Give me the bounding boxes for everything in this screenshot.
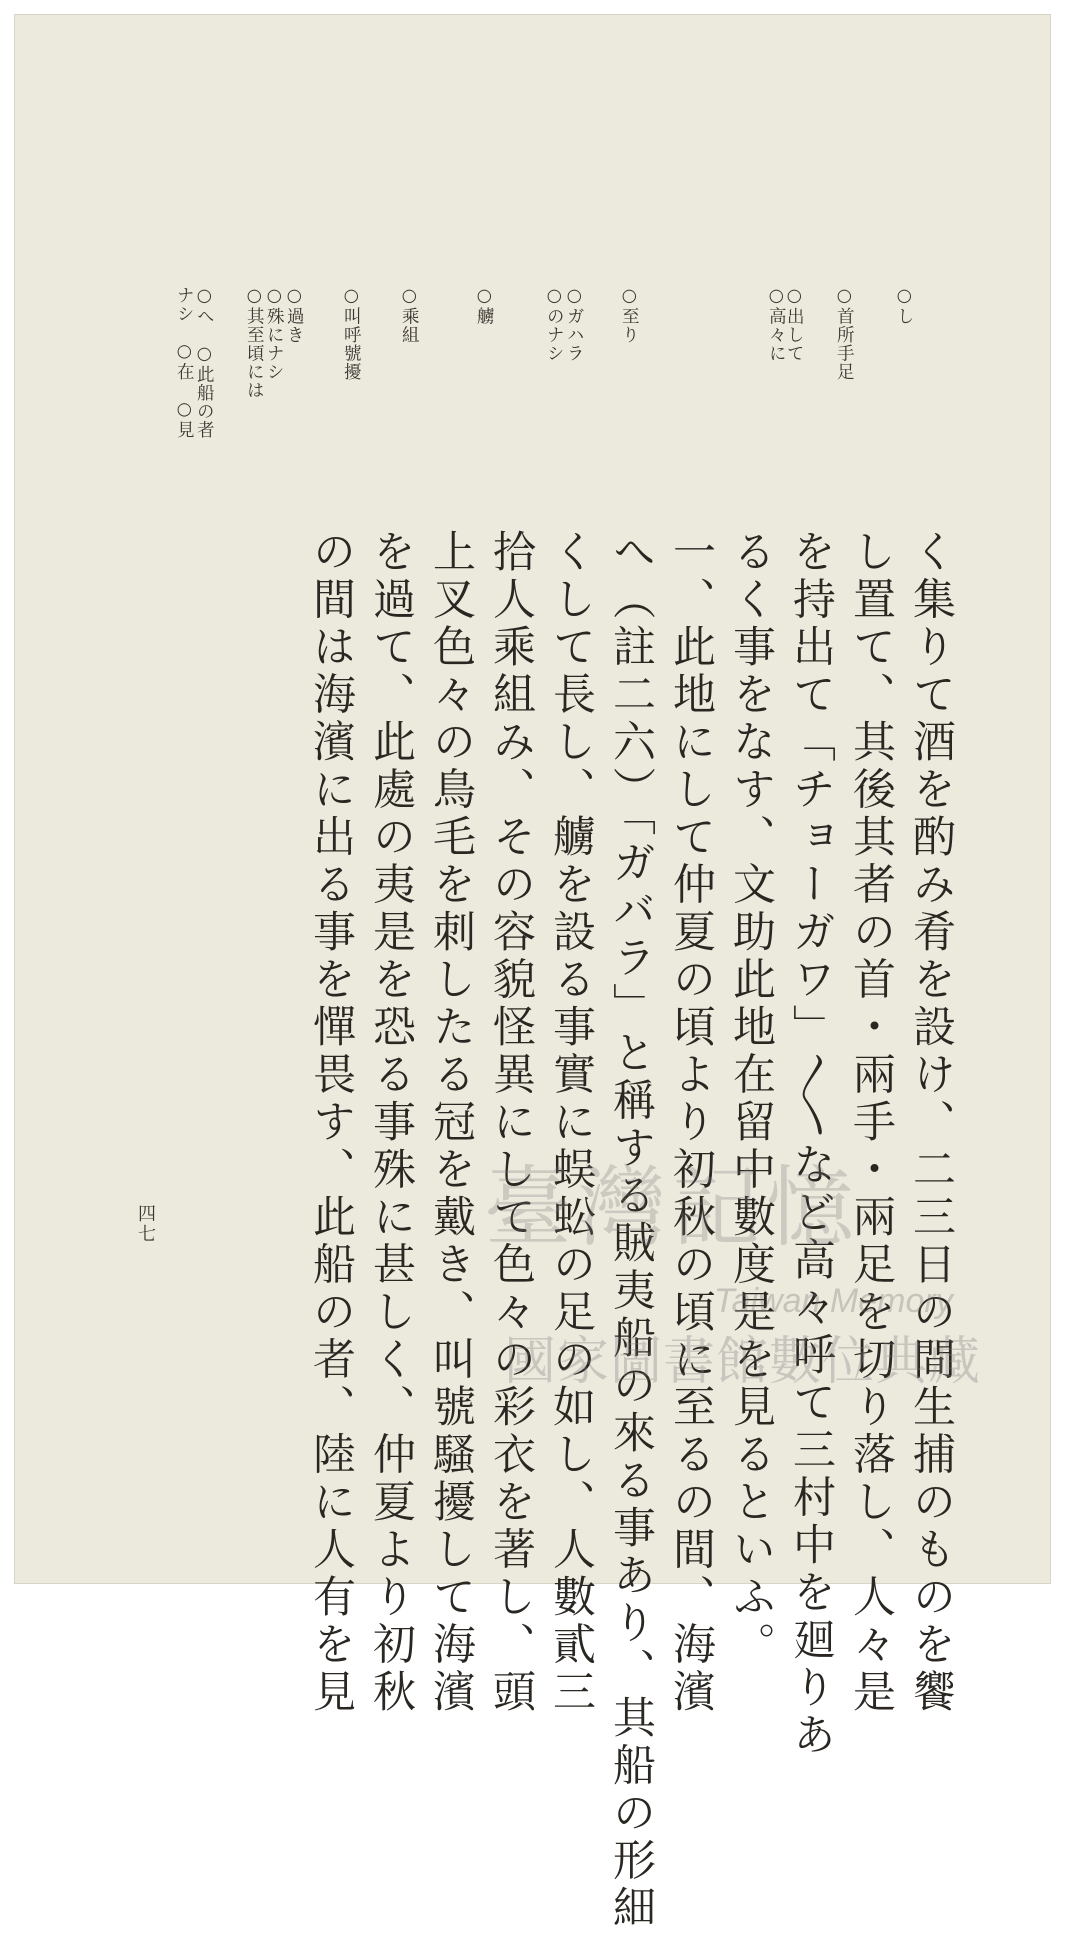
body-text-column: の間は海濱に出る事を憚畏す、此船の者、陸に人有を見: [306, 529, 356, 1717]
margin-note: ○へ ○此船の者: [194, 286, 215, 439]
body-text-column: 上叉色々の鳥毛を刺したる冠を戴き、叫號騷擾して海濱: [426, 529, 476, 1717]
body-text-column: く集りて酒を酌み肴を設け、二三日の間生捕のものを饗: [906, 529, 956, 1717]
body-text-column: るく事をなす、文助此地在留中數度是を見るといふ。: [726, 529, 776, 1669]
body-text-column: を過て、此處の夷是を恐る事殊に甚しく、仲夏より初秋: [366, 529, 416, 1717]
margin-note: ○ガハラ: [564, 286, 585, 363]
watermark-institution: 國家圖書館數位典藏: [504, 1332, 982, 1392]
book-page: [14, 14, 1051, 1933]
margin-note: ナシ ○在 ○見: [174, 286, 195, 439]
watermark-subtitle: Taiwan Memory: [714, 1282, 953, 1320]
body-text-column: 一、此地にして仲夏の頃より初秋の頃に至るの間、海濱: [666, 529, 716, 1717]
library-watermark: [454, 1156, 1014, 1464]
body-text-column: を持出て「チョーガワ」〱など高々呼て三村中を廻りあ: [786, 529, 836, 1760]
body-text-column: くして長し、艣を設る事實に蜈蚣の足の如し、人數貳三: [546, 529, 596, 1717]
margin-note: ○出して: [784, 286, 805, 363]
margin-note: ○過き: [284, 286, 305, 344]
page-number: 四七: [135, 1204, 156, 1244]
margin-note: ○艣: [474, 286, 495, 326]
margin-note: ○乘組: [399, 286, 420, 344]
margin-note: ○殊にナシ: [264, 286, 285, 381]
margin-note: ○し: [894, 286, 915, 326]
watermark-title: 臺灣記憶: [484, 1156, 861, 1259]
body-text-column: 拾人乘組み、その容貌怪異にして色々の彩衣を著し、頭: [486, 529, 536, 1717]
margin-note: ○首所手足: [834, 286, 855, 381]
body-text-column: へ（註二六）「ガバラ」と稱する賊夷船の來る事あり、其船の形細: [606, 529, 656, 1933]
margin-note: ○至り: [619, 286, 640, 344]
body-text-column: し置て、其後其者の首・兩手・兩足を切り落し、人々是: [846, 529, 896, 1717]
margin-note: ○のナシ: [544, 286, 565, 363]
margin-note: ○叫呼號擾: [341, 286, 362, 381]
margin-note: ○其至頃には: [244, 286, 265, 400]
margin-note: ○高々に: [766, 286, 787, 363]
